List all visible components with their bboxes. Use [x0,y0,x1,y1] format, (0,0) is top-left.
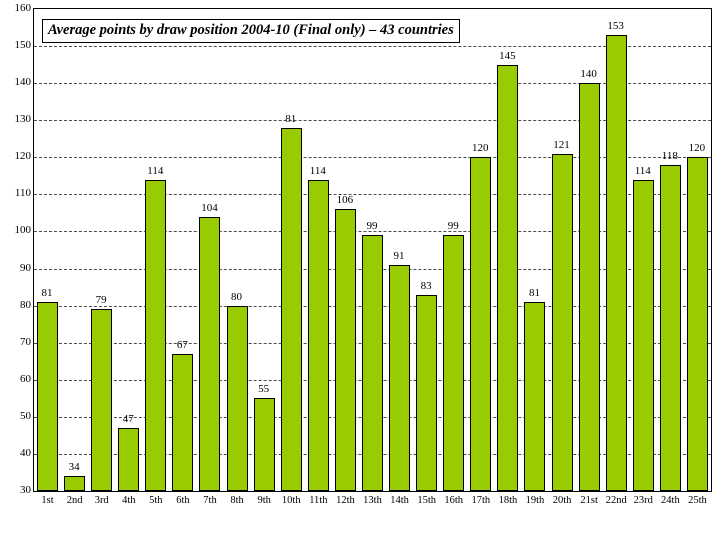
bar-value-label: 104 [201,201,218,214]
x-axis-tick-label: 19th [525,495,545,506]
x-axis-tick-label: 23rd [633,495,653,506]
bar-value-label: 91 [393,249,405,262]
x-axis-tick-label: 16th [444,495,464,506]
bar-slot[interactable] [34,9,61,491]
y-axis-tick-label: 110 [14,187,31,200]
bar-slot[interactable] [521,9,548,491]
bar[interactable] [524,302,545,491]
y-axis-tick-label: 120 [14,150,31,163]
bar[interactable] [254,398,275,491]
x-axis-tick-label: 2nd [66,495,83,506]
bar[interactable] [552,154,573,491]
x-axis-tick-label: 10th [281,495,301,506]
bar-value-label: 81 [285,112,297,125]
bar-value-label: 140 [580,68,597,81]
y-axis-tick-label: 60 [20,372,31,385]
bar[interactable] [118,428,139,491]
bar[interactable] [227,306,248,491]
x-axis-tick-label: 15th [417,495,436,506]
bar-slot[interactable] [196,9,223,491]
bar-value-label: 114 [634,164,651,177]
bar-value-label: 153 [607,19,624,32]
bar-value-label: 121 [553,138,570,151]
bar-slot[interactable] [169,9,196,491]
y-axis-tick-label: 140 [14,76,31,89]
bar[interactable] [497,65,518,491]
bar-value-label: 120 [472,142,489,155]
x-axis-tick-label: 4th [122,495,136,506]
bar-series [34,9,711,491]
x-axis-tick-label: 21st [580,495,598,506]
y-axis-tick-label: 150 [14,39,31,52]
x-axis-tick-label: 8th [230,495,244,506]
bar-value-label: 114 [309,164,326,177]
y-axis-tick-label: 40 [20,446,31,459]
bar[interactable] [443,235,464,491]
bar-slot[interactable] [115,9,142,491]
bar-slot[interactable] [494,9,521,491]
bar-value-label: 81 [528,286,540,299]
bar-value-label: 55 [258,383,270,396]
bar-slot[interactable] [305,9,332,491]
x-axis-tick-label: 6th [176,495,190,506]
y-axis-tick-label: 70 [20,335,31,348]
bar[interactable] [64,476,85,491]
bar[interactable] [660,165,681,491]
bar-slot[interactable] [142,9,169,491]
bar-slot[interactable] [251,9,278,491]
x-axis-tick-label: 9th [257,495,271,506]
y-axis-tick-label: 30 [20,484,31,496]
bar-slot[interactable] [549,9,576,491]
bar[interactable] [579,83,600,491]
bar-value-label: 145 [499,49,516,62]
x-axis-tick-label: 17th [471,495,491,506]
y-axis-tick-label: 100 [14,224,31,237]
bar[interactable] [606,35,627,491]
x-axis-tick-label: 13th [363,495,382,506]
bar-slot[interactable] [603,9,630,491]
bar-value-label: 79 [95,294,107,307]
x-axis-tick-label: 20th [552,495,572,506]
bar-slot[interactable] [467,9,494,491]
bar[interactable] [633,180,654,491]
x-axis-tick-label: 24th [661,495,680,506]
bar[interactable] [362,235,383,491]
bar-slot[interactable] [386,9,413,491]
x-axis-tick-label: 22nd [605,495,627,506]
bar-slot[interactable] [61,9,88,491]
bar[interactable] [470,157,491,491]
bar-value-label: 99 [366,220,378,233]
y-axis-tick-label: 160 [14,2,31,14]
bar[interactable] [416,295,437,492]
bar[interactable] [308,180,329,491]
bar[interactable] [145,180,166,491]
y-axis-tick-label: 130 [14,113,31,126]
x-axis-tick-label: 1st [41,495,54,506]
x-axis-tick-label: 18th [498,495,518,506]
y-axis [0,0,31,500]
bar-value-label: 67 [176,338,188,351]
bar[interactable] [389,265,410,491]
chart-title: Average points by draw position 2004-10 (Final only) – 43 countries [42,19,460,43]
bar-value-label: 114 [147,164,164,177]
x-axis-tick-label: 25th [688,495,707,506]
x-axis-tick-label: 12th [336,495,355,506]
x-axis-tick-label: 7th [203,495,217,506]
bar[interactable] [687,157,708,491]
x-axis [34,496,711,516]
bar-value-label: 118 [661,149,678,162]
x-axis-tick-label: 3rd [94,495,109,506]
y-axis-tick-label: 50 [20,409,31,422]
bar-value-label: 47 [122,412,134,425]
bar-value-label: 106 [336,194,354,207]
bar-value-label: 120 [688,142,706,155]
bar-slot[interactable] [278,9,305,491]
bar-slot[interactable] [413,9,440,491]
bar-slot[interactable] [332,9,359,491]
bar[interactable] [91,309,112,491]
y-axis-tick-label: 80 [20,298,31,311]
bar-slot[interactable] [630,9,657,491]
bar-value-label: 99 [447,220,459,233]
x-axis-tick-label: 14th [390,495,409,506]
bar-value-label: 81 [41,286,53,299]
bar-slot[interactable] [684,9,711,491]
bar-slot[interactable] [224,9,251,491]
bar[interactable] [199,217,220,491]
bar[interactable] [281,128,302,491]
bar[interactable] [335,209,356,491]
bar-value-label: 83 [420,279,432,292]
bar[interactable] [172,354,193,491]
bar-slot[interactable] [440,9,467,491]
bar-value-label: 34 [68,461,80,474]
bar-value-label: 80 [231,290,243,303]
bar-slot[interactable] [657,9,684,491]
bar-slot[interactable] [576,9,603,491]
x-axis-tick-label: 11th [309,495,328,506]
x-axis-tick-label: 5th [149,495,163,506]
y-axis-tick-label: 90 [20,261,31,274]
